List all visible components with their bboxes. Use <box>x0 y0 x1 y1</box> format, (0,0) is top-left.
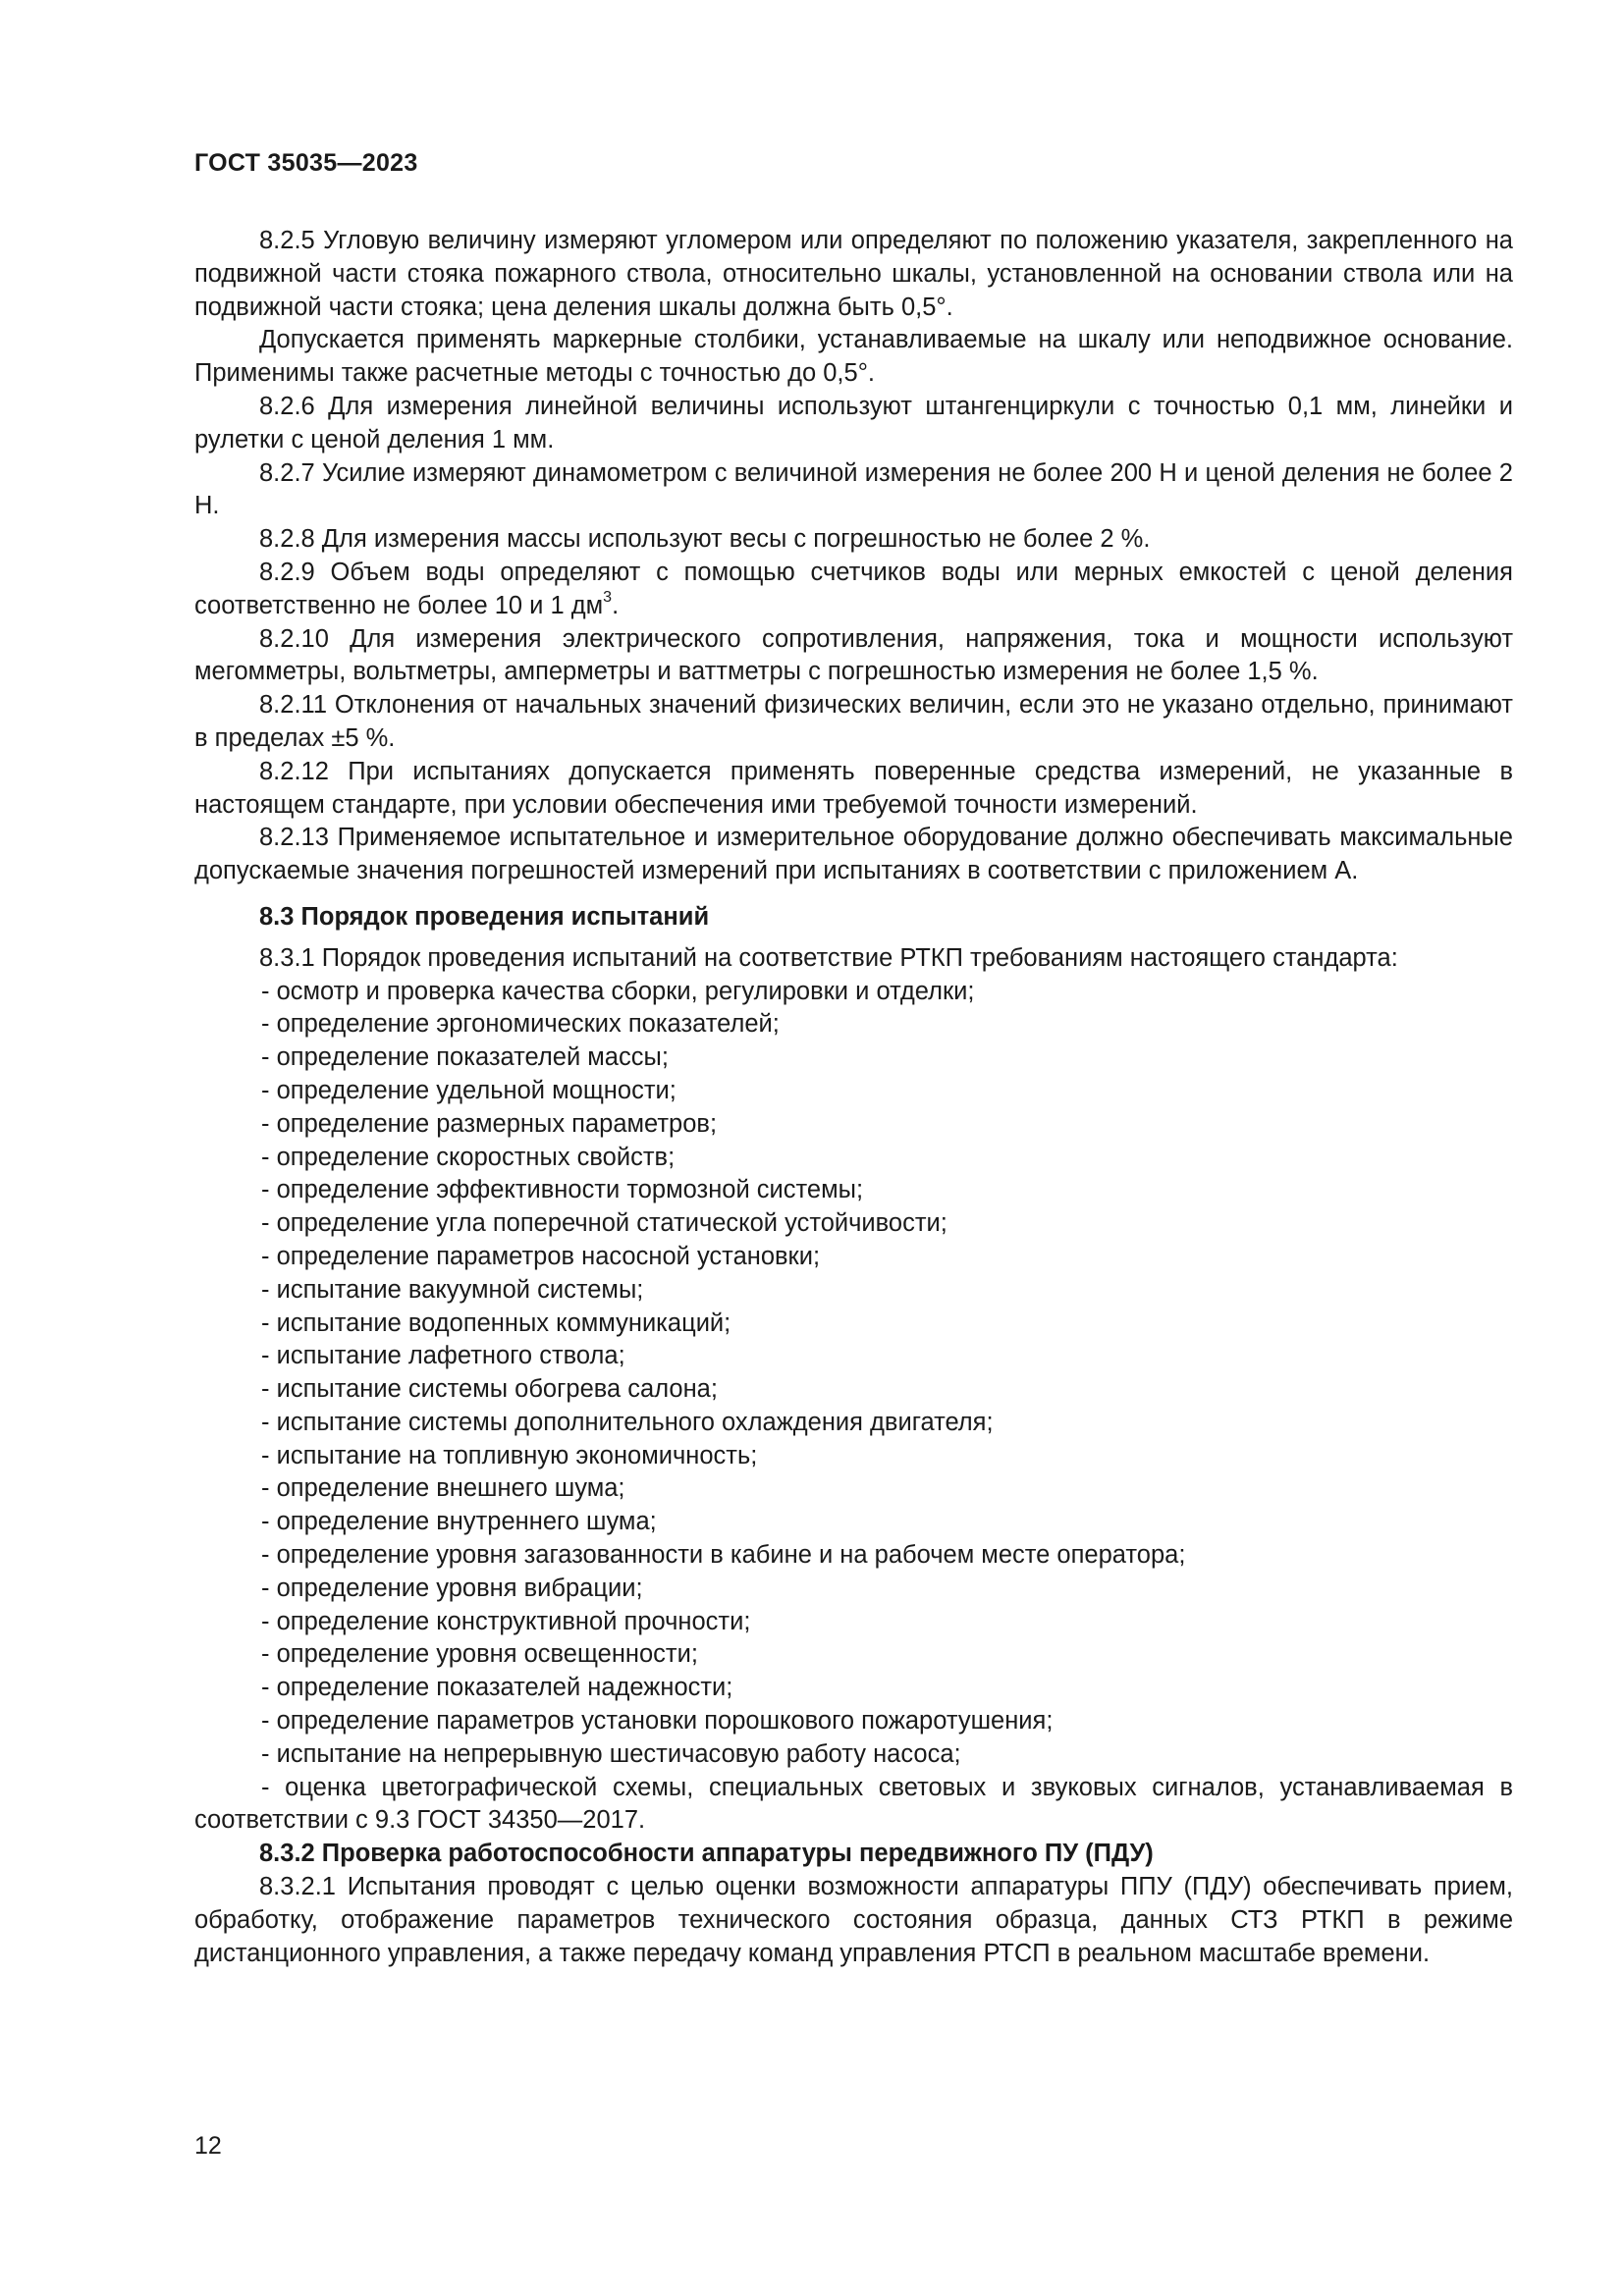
list-item: - определение параметров установки порошкового пожаротушения; <box>261 1707 1054 1735</box>
list-item: - испытание системы дополнительного охлаждения двигателя; <box>261 1408 994 1436</box>
list-item: - испытание лафетного ствола; <box>261 1342 625 1370</box>
list-item: - определение показателей массы; <box>261 1043 669 1072</box>
list-item: - испытание на топливную экономичность; <box>261 1441 758 1469</box>
document-body <box>194 225 1513 1970</box>
list-item: - определение уровня загазованности в кабине и на рабочем месте оператора; <box>261 1541 1186 1570</box>
list-item: - определение конструктивной прочности; <box>261 1607 751 1635</box>
document-header: ГОСТ 35035—2023 <box>194 149 418 177</box>
paragraph-8-3-2-1: 8.3.2.1 Испытания проводят с целью оценки возможности аппаратуры ППУ (ПДУ) обеспечивать прием, обработку, отображение параметров технического состояния образца, данных СТЗ РТКП в режиме дистанционного управления, а также передачу команд управления РТСП в реальном масштабе времени. <box>194 1873 1513 1967</box>
paragraph-8-2-7: 8.2.7 Усилие измеряют динамометром с величиной измерения не более 200 Н и ценой деления не более 2 Н. <box>194 458 1513 520</box>
test-procedure-list-end <box>194 1772 1513 1839</box>
paragraph-8-2-9-tail: . <box>612 591 620 619</box>
list-item: - определение угла поперечной статической устойчивости; <box>261 1209 947 1238</box>
section-heading-8-3-2: 8.3.2 Проверка работоспособности аппаратуры передвижного ПУ (ПДУ) <box>259 1840 1154 1868</box>
list-item: - осмотр и проверка качества сборки, регулировки и отделки; <box>261 977 975 1005</box>
list-item: - испытание вакуумной системы; <box>261 1275 644 1304</box>
list-item: - определение уровня освещенности; <box>261 1640 698 1669</box>
list-item: - определение показателей надежности; <box>261 1674 733 1702</box>
list-item: - оценка цветографической схемы, специальных световых и звуковых сигналов, устанавливаемая в соответствии с 9.3 ГОСТ 34350—2017. <box>194 1773 1513 1835</box>
paragraph-8-2-6: 8.2.6 Для измерения линейной величины используют штангенциркули с точностью 0,1 мм, линейки и рулетки с ценой деления 1 мм. <box>194 392 1513 454</box>
list-item: - определение уровня вибрации; <box>261 1574 643 1602</box>
paragraph-8-2-11: 8.2.11 Отклонения от начальных значений физических величин, если это не указано отдельно, принимают в пределах ±5 %. <box>194 691 1513 752</box>
list-item: - определение эффективности тормозной системы; <box>261 1176 864 1204</box>
paragraph-8-2-12: 8.2.12 При испытаниях допускается применять поверенные средства измерений, не указанные в настоящем стандарте, при условии обеспечения ими требуемой точности измерений. <box>194 757 1513 819</box>
section-heading-8-3: 8.3 Порядок проведения испытаний <box>259 902 710 931</box>
paragraph-note: Допускается применять маркерные столбики, устанавливаемые на шкалу или неподвижное основание. Применимы также расчетные методы с точностью до 0,5°. <box>194 326 1513 388</box>
list-item: - определение размерных параметров; <box>261 1109 718 1138</box>
list-item: - определение параметров насосной установки; <box>261 1242 821 1270</box>
list-item: - испытание на непрерывную шестичасовую работу насоса; <box>261 1739 961 1768</box>
list-item: - определение удельной мощности; <box>261 1076 677 1104</box>
list-item: - испытание системы обогрева салона; <box>261 1375 718 1404</box>
paragraph-8-2-13: 8.2.13 Применяемое испытательное и измерительное оборудование должно обеспечивать максимальные допускаемые значения погрешностей измерений при испытаниях в соответствии с приложением А. <box>194 824 1513 885</box>
list-item: - определение эргономических показателей; <box>261 1010 780 1039</box>
superscript-cube: 3 <box>603 589 613 607</box>
paragraph-8-2-5: 8.2.5 Угловую величину измеряют угломером или определяют по положению указателя, закрепленного на подвижной части стояка пожарного ствола, относительно шкалы, установленной на основании ствола или на подвижной части стояка; цена деления шкалы должна быть 0,5°. <box>194 227 1513 321</box>
list-item: - определение скоростных свойств; <box>261 1143 676 1171</box>
test-procedure-list <box>194 976 1513 1772</box>
paragraph-8-2-8: 8.2.8 Для измерения массы используют весы с погрешностью не более 2 %. <box>259 525 1151 554</box>
paragraph-8-2-9-text: 8.2.9 Объем воды определяют с помощью счетчиков воды или мерных емкостей с ценой деления соответственно не более 10 и 1 дм <box>194 558 1513 619</box>
list-item: - определение внутреннего шума; <box>261 1508 657 1536</box>
list-item: - определение внешнего шума; <box>261 1474 625 1503</box>
paragraph-8-2-10: 8.2.10 Для измерения электрического сопротивления, напряжения, тока и мощности используют мегомметры, вольтметры, амперметры и ваттметры с погрешностью измерения не более 1,5 %. <box>194 624 1513 686</box>
paragraph-8-3-1: 8.3.1 Порядок проведения испытаний на соответствие РТКП требованиям настоящего стандарта: <box>259 943 1398 972</box>
page-number: 12 <box>194 2132 222 2160</box>
paragraph-8-2-9 <box>194 557 1513 623</box>
list-item: - испытание водопенных коммуникаций; <box>261 1308 731 1337</box>
